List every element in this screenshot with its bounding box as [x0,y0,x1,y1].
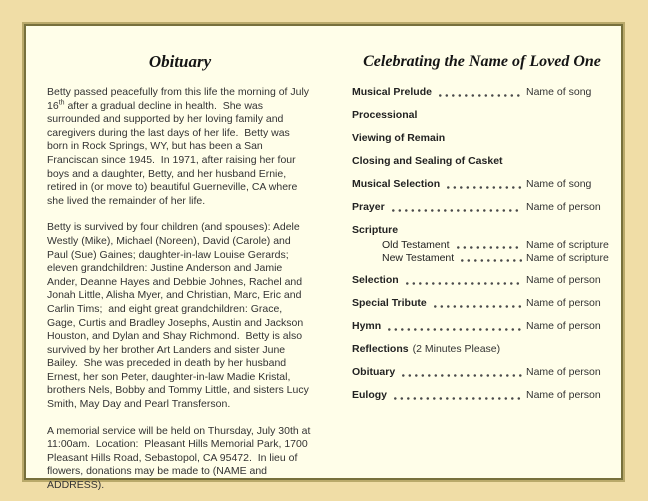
program-item-label: New Testament [382,252,455,264]
obituary-paragraph-2: Betty is survived by four children (and spouses): Adele Westly (Mike), Michael (Noreen), David (Carole) and Paul (Sue) Gaines; daughter-in-law Louise Gerards; eleven grandchildren: Justine Anderson and Jamie Ander, Deanne Hayes and Debbie Johnes, Rachel and Jonah Little, Alisha Myer, and Christian, Marc, Eric and Carlin Tims; and eight great grandchildren: Grace, Gage, Curtis and Bradley Josephs, Austin and Jackson Houston, and Dylan and Shay Richmond. Betty is also survived by her brother Art Landers and sister June Bailey. She was preceded in death by her husband Ernest, her son Peter, daughter-in-law Madie Kristal, brothers Nels, Bobby and Tommy Little, and sisters Lucy Smith, May Day and Pearl Transferson. [47,221,312,411]
obituary-paragraph-3: A memorial service will be held on Thursday, July 30th at 11:00am. Location: Pleasant Hills Memorial Park, 1700 Pleasant Hills Road, Sebastopol, CA 95472. In lieu of flowers, donations may be made to (NAME and ADDRESS). [47,424,314,492]
dot-leader [402,374,522,377]
program-item-hymn [352,320,612,333]
program-item-closing-and-sealing [352,155,612,168]
program-item-label: Musical Prelude [352,86,432,98]
program-item-musical-prelude [352,86,612,99]
program-item-label: Old Testament [382,239,450,251]
order-of-service-list [352,86,612,402]
obituary-title: Obituary [148,52,212,71]
program-item-value: Name of person [526,366,601,378]
dot-leader [434,305,522,308]
program-item-selection [352,274,612,287]
program-item-value: Name of song [526,86,592,98]
program-item-obituary [352,366,612,379]
dot-leader [392,209,522,212]
ordinal-superscript: th [58,99,65,107]
program-item-value: Name of scripture [526,239,609,251]
dot-leader [461,259,522,262]
program-item-value: Name of person [526,389,601,401]
program-item-old-testament [352,239,612,251]
program-item-viewing-of-remain [352,132,612,145]
program-item-musical-selection [352,178,612,191]
program-item-label: Musical Selection [352,178,441,190]
program-item-note: (2 Minutes Please) [412,343,501,355]
paragraph-1-text: Betty passed peacefully from this life the morning of July 16 [47,86,312,112]
program-item-value: Name of person [526,274,601,286]
program-item-label: Reflections [352,343,409,355]
dot-leader [439,94,522,97]
dot-leader [447,186,522,189]
obituary-paragraph-1 [47,86,313,208]
program-item-value: Name of song [526,178,592,190]
program-item-new-testament [352,252,612,264]
program-item-label: Prayer [352,201,385,213]
dot-leader [406,282,522,285]
program-item-label: Obituary [352,366,396,378]
program-item-label: Viewing of Remain [352,132,446,144]
program-item-processional [352,109,612,122]
program-item-value: Name of scripture [526,252,609,264]
dot-leader [394,397,522,400]
program-item-label: Closing and Sealing of Casket [352,155,503,167]
program-item-value: Name of person [526,201,601,213]
program-item-value: Name of person [526,320,601,332]
program-item-value: Name of person [526,297,601,309]
order-of-service-title: Celebrating the Name of Loved One [363,53,601,70]
program-sheet [24,24,623,492]
program-item-label: Special Tribute [352,297,427,309]
program-item-reflections [352,343,612,356]
order-of-service-column [352,52,612,412]
obituary-column [47,52,313,501]
paragraph-1-continued: after a gradual decline in health. She was surrounded and supported by her loving family and caregivers during the last days of her life. Betty was born in Rock Springs, WY, but has been a San Franciscan since 1945. In 1971, after raising her four boys and a daughter, Betty, and her husband Ernie, retired in (or move to) beautiful Guerneville, CA where she lived the remainder of her life. [47,99,301,207]
program-item-prayer [352,201,612,214]
program-item-label: Hymn [352,320,382,332]
program-item-label: Selection [352,274,399,286]
program-item-label: Eulogy [352,389,388,401]
program-item-special-tribute [352,297,612,310]
program-item-scripture [352,224,612,237]
program-item-label: Processional [352,109,418,121]
dot-leader [388,328,522,331]
program-item-eulogy [352,389,612,402]
program-item-label: Scripture [352,224,399,236]
dot-leader [457,246,522,249]
obituary-body [47,86,313,493]
